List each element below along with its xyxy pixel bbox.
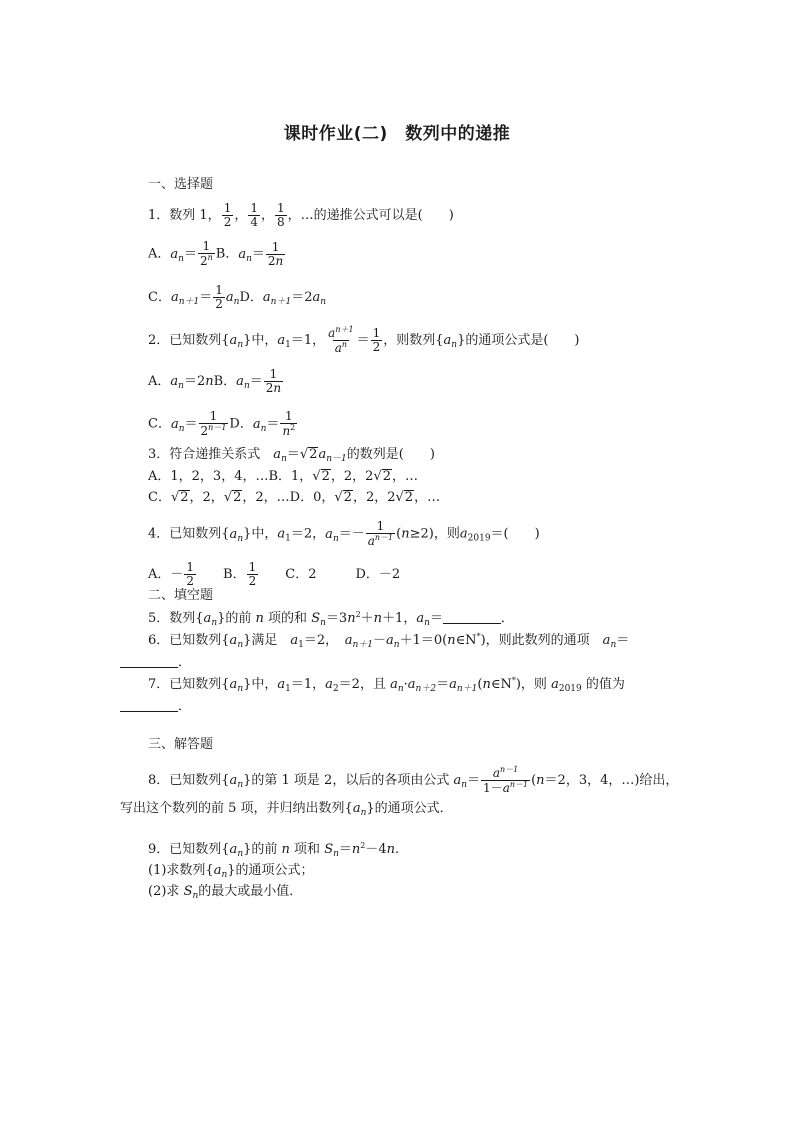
section-multiple-choice: 一、选择题 bbox=[148, 177, 214, 192]
question-2-options-ab: A．$a_n=2nB$．$a_n=$ $\frac{1}{2n}$ bbox=[148, 367, 282, 396]
question-8: 8．已知数列$\{a_n\}$的第 1 项是 2，以后的各项由公式 $a_n=$ $\frac{a^{n-1}}{1-a^{n-1}}$ (n＝2，3，4，…)给出， bbox=[148, 765, 679, 796]
question-7-blank-line: ． bbox=[120, 699, 191, 713]
question-9: 9．已知数列$\{a_n\}$的前 n 项和 $S_n=n^2-4n$. bbox=[148, 841, 400, 859]
question-3-options-ab: A．1，2，3，4，…B．1，√2，2，2√2，… bbox=[148, 469, 419, 484]
question-2: 2．已知数列$\{a_n\}$中，$a_1=1$， $\frac{a^{n+1}}{a^n}$ ＝ $\frac{1}{2}$ ，则数列$\{a_n\}$的通项公式是( ) bbox=[148, 325, 580, 356]
page-title: 课时作业(二) 数列中的递推 bbox=[283, 124, 511, 144]
question-1-options-ab: A．$a_n=$ $\frac{1}{2^n}$ B．$a_n=$ $\frac{1}{2n}$ bbox=[148, 239, 284, 269]
question-6-blank-line: ． bbox=[120, 655, 191, 669]
question-6: 6．已知数列$\{a_n\}$满足 $a_1=2$， $a_{n+1}-a_n+1=0(n\in N^*)$，则此数列的通项 $a_n=$ bbox=[148, 632, 630, 650]
question-1: 1．数列 1， $\frac{1}{2}$ ， $\frac{1}{4}$ ， $\frac{1}{8}$ ，…的递推公式可以是( ) bbox=[148, 201, 454, 230]
question-3: 3．符合递推关系式 $a_n=√2a_{n-1}$的数列是( ) bbox=[148, 447, 435, 464]
question-5: 5．数列$\{a_n\}$的前 n 项的和 $S_n=3n^2+n+1$，$a_n=$ ． bbox=[148, 610, 514, 628]
section-fill-blank: 二、填空题 bbox=[148, 588, 214, 603]
answer-blank[interactable] bbox=[120, 699, 178, 712]
question-3-options-cd: C．√2，2，√2，2，…D．0，√2，2，2√2，… bbox=[148, 490, 441, 505]
question-2-options-cd: C．$a_n=$ $\frac{1}{2^{n-1}}$ D．$a_n=$ $\frac{1}{n^2}$ bbox=[148, 409, 296, 439]
section-solution: 三、解答题 bbox=[148, 737, 214, 752]
question-9-part-1: (1)求数列$\{a_n\}$的通项公式； bbox=[148, 863, 314, 880]
question-4: 4．已知数列$\{a_n\}$中，$a_1=2$，$a_n=-$ $\frac{1}{a^{n-1}}$ (n≥2)，则$a_{2019}=$( ) bbox=[148, 519, 540, 549]
question-9-part-2: (2)求 $S_n$的最大或最小值． bbox=[148, 884, 303, 901]
question-8-line-2: 写出这个数列的前 5 项，并归纳出数列$\{a_n\}$的通项公式． bbox=[120, 801, 453, 818]
answer-blank[interactable] bbox=[120, 655, 178, 668]
answer-blank[interactable] bbox=[443, 611, 501, 624]
question-4-options: A．－ $\frac{1}{2}$ B． $\frac{1}{2}$ C．2 D．－2 bbox=[148, 560, 401, 589]
question-7: 7．已知数列$\{a_n\}$中，$a_1=1$，$a_2=2$，且 $a_n\cdot a_{n+2}=a_{n+1}(n\in N^*)$，则 $a_{2019}$ 的值为 bbox=[148, 676, 625, 694]
question-1-options-cd: C．$a_{n+1}=$ $\frac{1}{2}$ $a_nD$．$a_{n+1}=2a_n$ bbox=[148, 283, 327, 312]
